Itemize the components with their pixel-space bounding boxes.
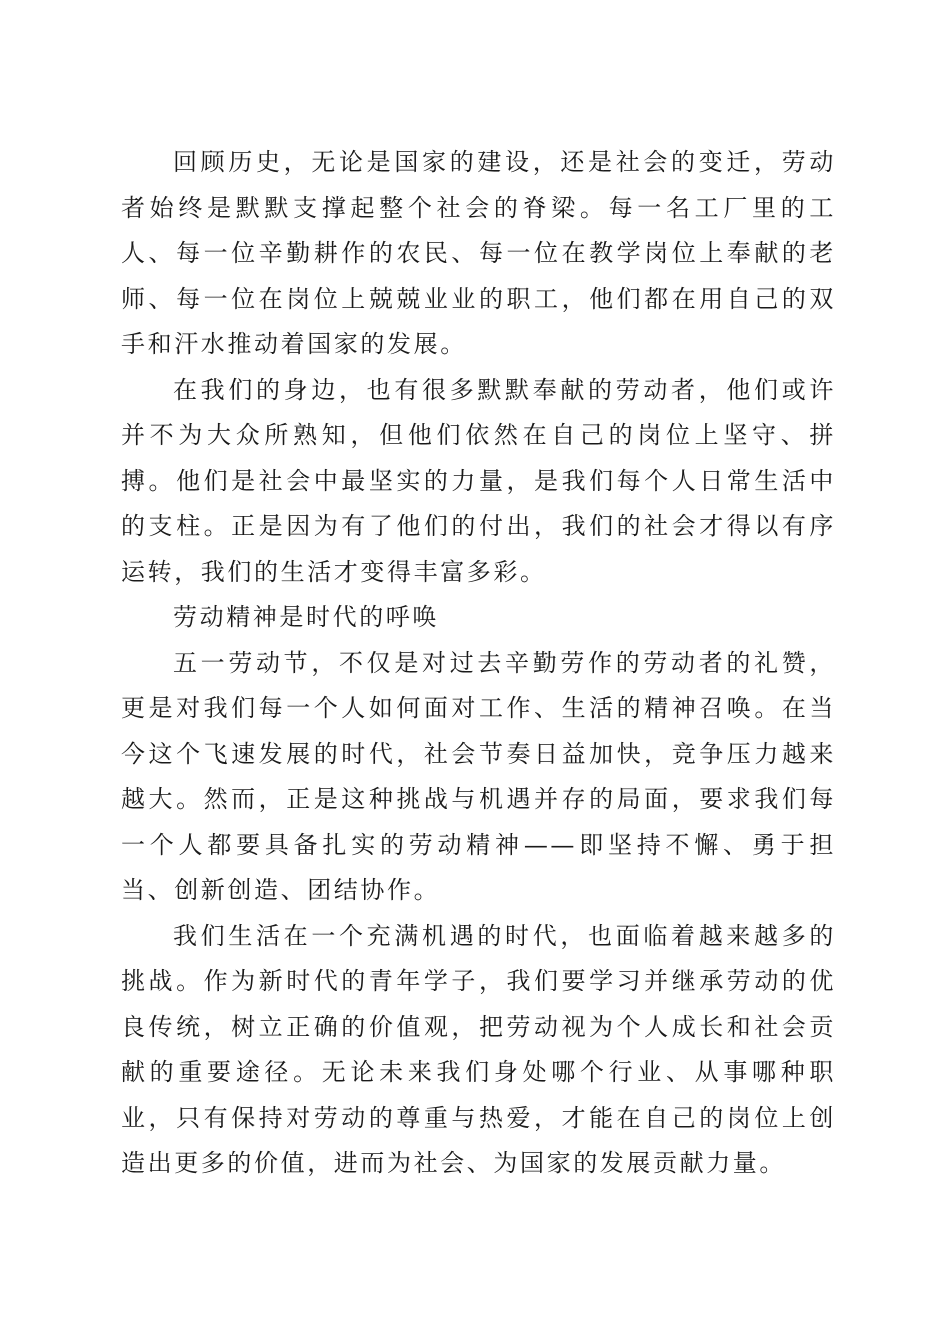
paragraph-our-era: 我们生活在一个充满机遇的时代，也面临着越来越多的挑战。作为新时代的青年学子，我们要学习并继承劳动的优良传统，树立正确的价值观，把劳动视为个人成长和社会贡献的重要途径。无论未来我们身处哪个行业、从事哪种职业，只有保持对劳动的尊重与热爱，才能在自己的岗位上创造出更多的价值，进而为社会、为国家的发展贡献力量。: [121, 921, 836, 1177]
paragraph-may-day: 五一劳动节，不仅是对过去辛勤劳作的劳动者的礼赞，更是对我们每一个人如何面对工作、生活的精神召唤。在当今这个飞速发展的时代，社会节奏日益加快，竞争压力越来越大。然而，正是这种挑战与机遇并存的局面，要求我们每一个人都要具备扎实的劳动精神——即坚持不懈、勇于担当、创新创造、团结协作。: [121, 648, 836, 904]
section-heading: 劳动精神是时代的呼唤: [173, 603, 439, 631]
document-body: [121, 140, 836, 1187]
paragraph-around-us: 在我们的身边，也有很多默默奉献的劳动者，他们或许并不为大众所熟知，但他们依然在自己的岗位上坚守、拼搏。他们是社会中最坚实的力量，是我们每个人日常生活中的支柱。正是因为有了他们的付出，我们的社会才得以有序运转，我们的生活才变得丰富多彩。: [121, 375, 836, 586]
paragraph-history: 回顾历史，无论是国家的建设，还是社会的变迁，劳动者始终是默默支撑起整个社会的脊梁。每一名工厂里的工人、每一位辛勤耕作的农民、每一位在教学岗位上奉献的老师、每一位在岗位上兢兢业业的职工，他们都在用自己的双手和汗水推动着国家的发展。: [121, 148, 836, 358]
